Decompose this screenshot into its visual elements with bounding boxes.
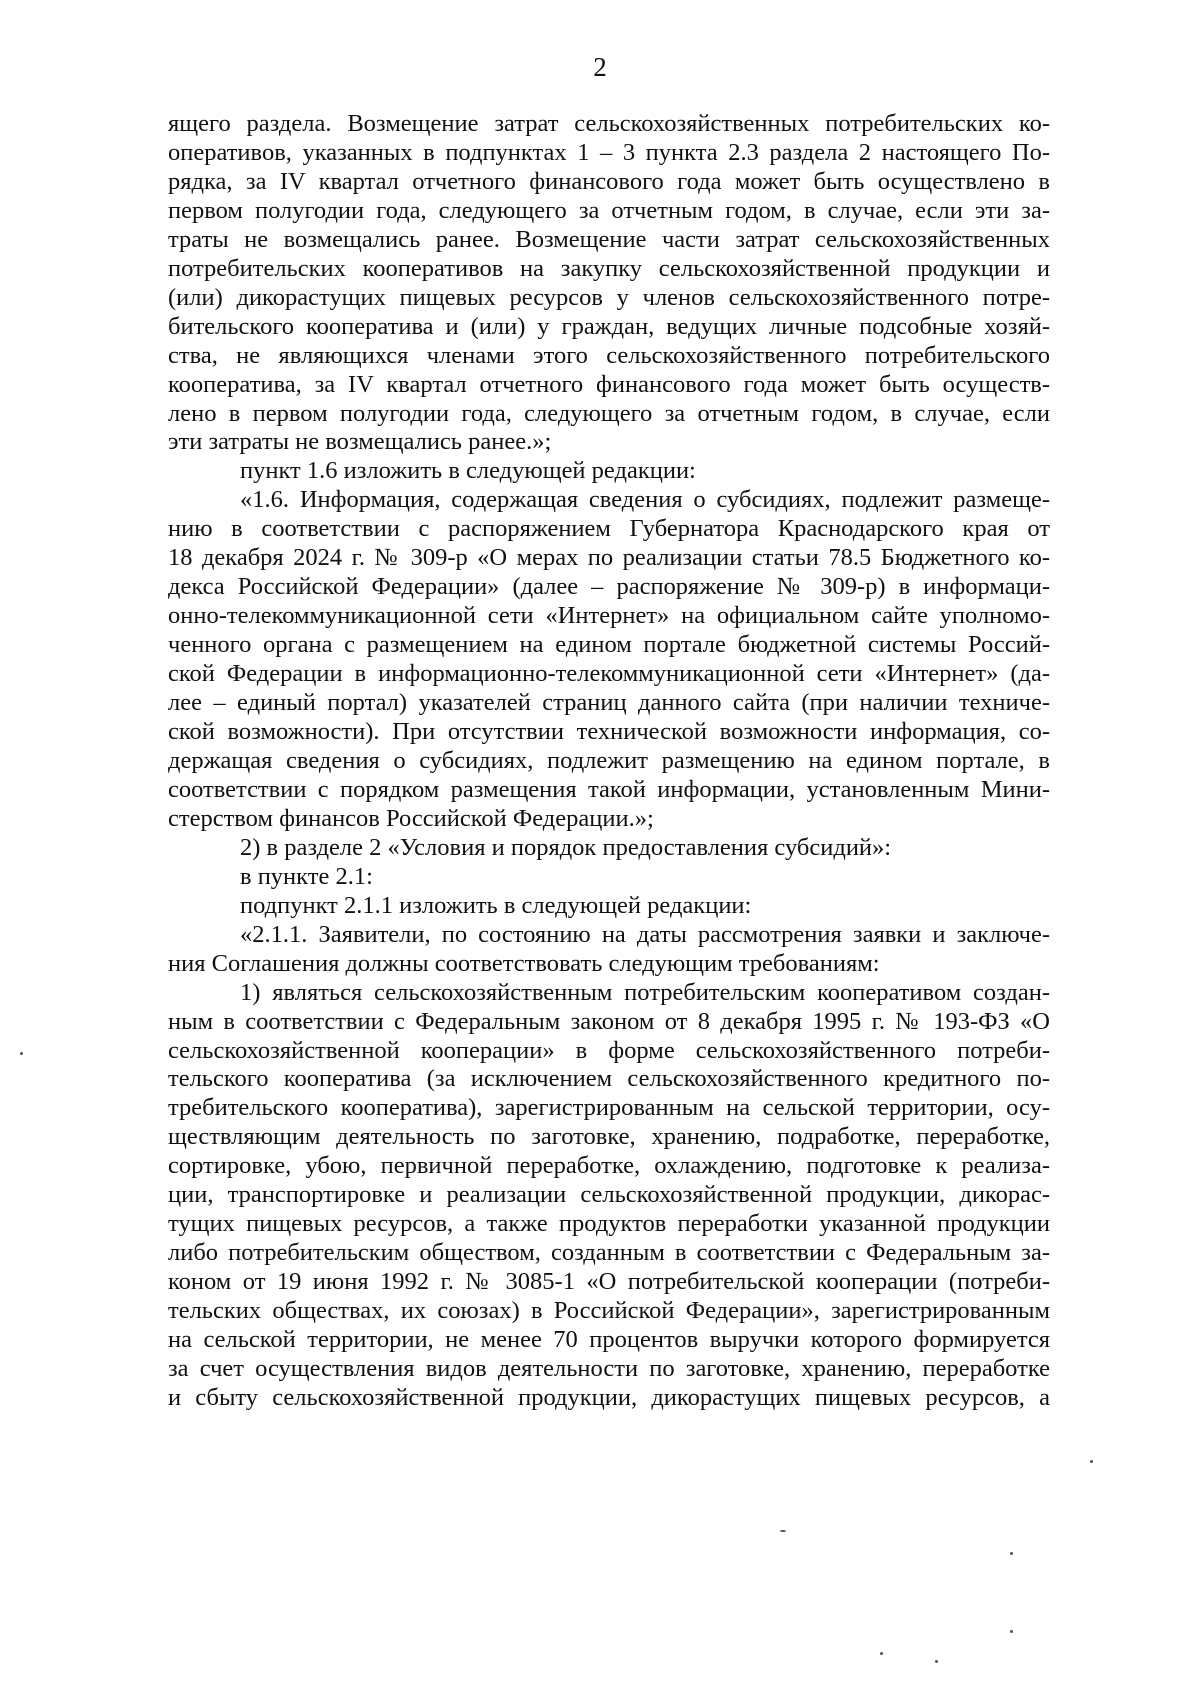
text-line: тущих пищевых ресурсов, а также продуктов переработки указанной продукции <box>168 1210 1050 1238</box>
scan-speck <box>1090 1460 1093 1463</box>
text-line: в пункте 2.1: <box>240 862 373 890</box>
text-line: эти затраты не возмещались ранее.»; <box>168 428 552 456</box>
text-line: 2) в разделе 2 «Условия и порядок предоставления субсидий»: <box>240 833 892 861</box>
text-line: оперативов, указанных в подпунктах 1 – 3 пункта 2.3 раздела 2 настоящего По- <box>168 138 1050 166</box>
text-line: онно-телекоммуникационной сети «Интернет» на официальном сайте уполномо- <box>168 602 1050 630</box>
text-line: лено в первом полугодии года, следующего за отчетным годом, в случае, если <box>168 399 1050 427</box>
text-line: «1.6. Информация, содержащая сведения о субсидиях, подлежит размеще- <box>240 486 1050 514</box>
text-line: тельских обществах, их союзах) в Российской Федерации», зарегистрированным <box>168 1297 1050 1325</box>
scan-speck <box>1010 1552 1013 1555</box>
text-line: ящего раздела. Возмещение затрат сельскохозяйственных потребительских ко- <box>168 110 1050 137</box>
text-line: подпункт 2.1.1 изложить в следующей редакции: <box>240 891 752 919</box>
text-line: потребительских кооперативов на закупку сельскохозяйственной продукции и <box>168 254 1050 282</box>
text-line: и сбыту сельскохозяйственной продукции, дикорастущих пищевых ресурсов, а <box>168 1383 1050 1411</box>
scan-speck <box>880 1652 883 1655</box>
text-line: за счет осуществления видов деятельности по заготовке, хранению, переработке <box>168 1354 1050 1382</box>
text-line: ным в соответствии с Федеральным законом от 8 декабря 1995 г. № 193-ФЗ «О <box>168 1007 1050 1035</box>
text-line: ния Соглашения должны соответствовать следующим требованиям: <box>168 949 880 977</box>
text-line: бительского кооператива и (или) у граждан, ведущих личные подсобные хозяй- <box>168 312 1050 340</box>
text-line: декса Российской Федерации» (далее – распоряжение № 309-р) в информаци- <box>168 573 1050 601</box>
text-line: соответствии с порядком размещения такой информации, установленным Мини- <box>168 775 1050 803</box>
text-line: коном от 19 июня 1992 г. № 3085-1 «О потребительской кооперации (потреби- <box>168 1268 1050 1296</box>
text-line: «2.1.1. Заявители, по состоянию на даты рассмотрения заявки и заключе- <box>240 920 1050 948</box>
text-line: лее – единый портал) указателей страниц данного сайта (при наличии техниче- <box>168 689 1050 717</box>
text-line: сортировке, убою, первичной переработке, охлаждению, подготовке к реализа- <box>168 1152 1050 1180</box>
text-line: 18 декабря 2024 г. № 309-р «О мерах по реализации статьи 78.5 Бюджетного ко- <box>168 544 1050 572</box>
text-line: ской Федерации в информационно-телекоммуникационной сети «Интернет» (да- <box>168 660 1050 688</box>
text-line: рядка, за IV квартал отчетного финансового года может быть осуществлено в <box>168 167 1050 195</box>
scan-speck <box>935 1660 938 1663</box>
text-line: ции, транспортировке и реализации сельскохозяйственной продукции, дикорас- <box>168 1181 1050 1209</box>
scan-speck <box>20 1052 23 1055</box>
text-line: нию в соответствии с распоряжением Губернатора Краснодарского края от <box>168 515 1050 543</box>
text-line: либо потребительским обществом, созданным в соответствии с Федеральным за- <box>168 1239 1050 1267</box>
text-line: кооператива, за IV квартал отчетного финансового года может быть осуществ- <box>168 370 1050 398</box>
scan-speck <box>1010 1630 1013 1633</box>
text-line: сельскохозяйственной кооперации» в форме сельскохозяйственного потреби- <box>168 1036 1050 1064</box>
text-line: первом полугодии года, следующего за отчетным годом, в случае, если эти за- <box>168 196 1050 224</box>
text-line: ской возможности). При отсутствии технической возможности информация, со- <box>168 718 1050 746</box>
scan-speck <box>780 1530 786 1532</box>
text-line: 1) являться сельскохозяйственным потребительским кооперативом создан- <box>240 978 1050 1006</box>
text-line: тельского кооператива (за исключением сельскохозяйственного кредитного по- <box>168 1065 1050 1093</box>
text-line: держащая сведения о субсидиях, подлежит размещению на едином портале, в <box>168 746 1050 774</box>
text-line: стерством финансов Российской Федерации.»; <box>168 804 654 832</box>
page-number: 2 <box>593 52 607 82</box>
text-line: траты не возмещались ранее. Возмещение части затрат сельскохозяйственных <box>168 225 1050 253</box>
text-line: пункт 1.6 изложить в следующей редакции: <box>240 457 696 485</box>
text-line: ства, не являющихся членами этого сельскохозяйственного потребительского <box>168 341 1050 369</box>
text-line: (или) дикорастущих пищевых ресурсов у членов сельскохозяйственного потре- <box>168 283 1050 311</box>
text-line: на сельской территории, не менее 70 процентов выручки которого формируется <box>168 1326 1050 1354</box>
text-line: требительского кооператива), зарегистрированным на сельской территории, осу- <box>168 1094 1050 1122</box>
text-line: ченного органа с размещением на едином портале бюджетной системы Россий- <box>168 631 1050 659</box>
text-line: ществляющим деятельность по заготовке, хранению, подработке, переработке, <box>168 1123 1050 1151</box>
body-text <box>168 110 1050 1413</box>
